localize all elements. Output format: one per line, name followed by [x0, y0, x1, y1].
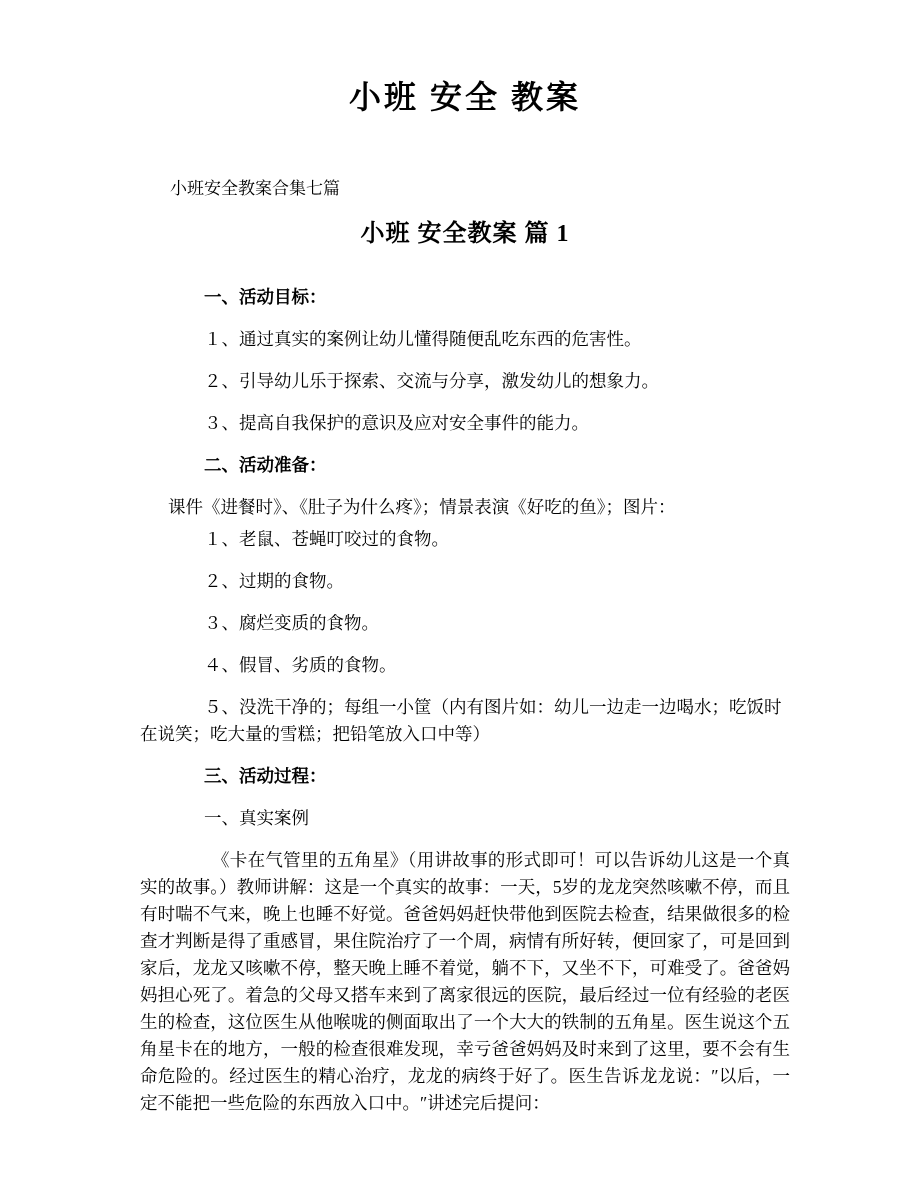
preparation-item-1: １、老鼠、苍蝇叮咬过的食物。	[204, 529, 449, 549]
goal-item-1: １、通过真实的案例让幼儿懂得随便乱吃东西的危害性。	[204, 329, 642, 349]
section-heading: 小班 安全教案 篇 1	[360, 221, 570, 247]
goal-item-2: ２、引导幼儿乐于探索、交流与分享，激发幼儿的想象力。	[204, 371, 659, 391]
document-title: 小班 安全 教案	[348, 79, 581, 115]
document-body	[140, 284, 790, 1117]
preparation-item-3: ３、腐烂变质的食物。	[204, 613, 379, 633]
process-step-1-label: 一、真实案例	[204, 808, 309, 828]
preparation-item-5: ５、没洗干净的；每组一小筐（内有图片如：幼儿一边走一边喝水；吃饭时在说笑；吃大量的雪糕；把铅笔放入口中等）	[140, 697, 782, 744]
goal-item-3: ３、提高自我保护的意识及应对安全事件的能力。	[204, 413, 589, 433]
preparation-intro: 课件《进餐时》、《肚子为什么疼》；情景表演《好吃的鱼》；图片：	[168, 497, 676, 517]
heading-activity-process: 三、活动过程：	[204, 766, 327, 786]
heading-activity-preparation: 二、活动准备：	[204, 455, 327, 475]
story-paragraph: 《卡在气管里的五角星》（用讲故事的形式即可！可以告诉幼儿这是一个真实的故事。）教师讲解：这是一个真实的故事：一天，5岁的龙龙突然咳嗽不停，而且有时喘不气来，晚上也睡不好觉。爸爸妈妈赶快带他到医院去检查，结果做很多的检查才判断是得了重感冒，果住院治疗了一个周，病情有所好转，便回家了，可是回到家后，龙龙又咳嗽不停，整天晚上睡不着觉，躺不下，又坐不下，可难受了。爸爸妈妈担心死了。着急的父母又搭车来到了离家很远的医院，最后经过一位有经验的老医生的检查，这位医生从他喉咙的侧面取出了一个大大的铁制的五角星。医生说这个五角星卡在的地方，一般的检查很难发现，幸亏爸爸妈妈及时来到了这里，要不会有生命危险的。经过医生的精心治疗，龙龙的病终于好了。医生告诉龙龙说：″以后，一定不能把一些危险的东西放入口中。″讲述完后提问：	[140, 850, 790, 1113]
preparation-item-4: ４、假冒、劣质的食物。	[204, 655, 397, 675]
heading-activity-goals: 一、活动目标：	[204, 287, 327, 307]
preparation-item-2: ２、过期的食物。	[204, 571, 344, 591]
collection-subtitle: 小班安全教案合集七篇	[170, 179, 340, 198]
